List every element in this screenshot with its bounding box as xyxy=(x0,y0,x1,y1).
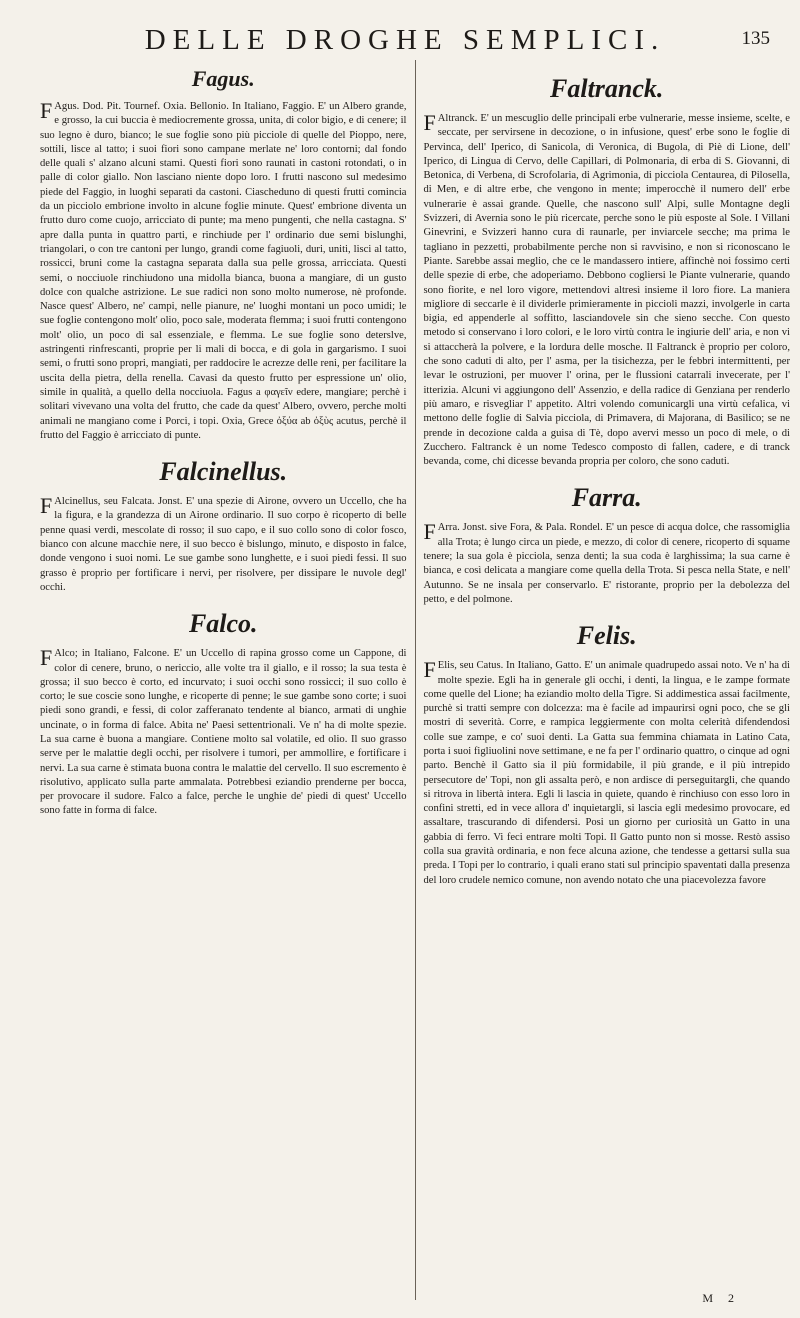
right-column xyxy=(423,60,790,1300)
entry-body-faltranck: FAltranck. E' un mescuglio delle principali erbe vulnerarie, messe insieme, scelte, e seccate, per servirsene in decozione, o in infusione, quest' erbe sono le foglie di Pervinca, dell' Iperico, di Sanicola, di Veronica, di Bugola, di Piè di Lione, dell' Iperico, di Lingua di Cervo, delle Capillari, di Polmonaria, di erba di S. Giovanni, di Betonica, di Verbena, di Scrofolaria, di Agrimonia, di picciola Centaurea, di Pilosella, di Men, e di altre erbe, che vengono in mente; imperocchè il numero dell' erbe vulnerarie è assai grande. Quelle, che nascono sull' Alpi, sulle Montagne degli Svizzeri, di Avernia sono le più ricercate, perche sono le più esposte al Sole. I Villani Ginevrini, e Svizzeri hanno cura di raunarle, per inviarcele secche; ma prima le tagliano in pezzetti, probabilmente perche non si ravvisino, e non si riconoscano le Piante. Sarebbe assai meglio, che ce le mandassero intiere, affinchè noi fossimo certi delle spezie di erbe, che adoperiamo. Debbono cogliersi le Piante vulnerarie, quando sono fiorite, e nel loro vigore, mettendovi altresì insieme il loro fiore. La maniera migliore di seccarle è il dividerle primieramente in piccioli mazzi, involgerle in carta bigia, ed appenderle al soffitto, lasciandovele sin che sieno secche. Con questo metodo si conservano i loro colori, e le loro virtù contra le ingiurie dell' aria, e non vi si attaccherà la polvere, e la lordura delle mosche. Il Faltranck è proprio per coloro, che sono caduti di alto, per l' asma, per la tisichezza, per le febbri intermittenti, per levar le ostruzioni, per muover l' orina, per le flussioni catarrali invecerate, per l' itterizia. Alcuni vi aggiungono dell' Assenzio, e della radice di Genziana per renderlo più amaro, e risvegliar l' appetito. Altri volendo comunicargli una virtù cefalica, vi mettono delle foglie di Salvia picciola, di Primavera, di Majorana, di Basilico; se ne prende in decozione calda a guisa di Tè, dopo avervi messo un poco di mele, o di Zucchero. Faltranck è un nome Tedesco composto di fallen, cadere, e di tranck bevanda, come, chi dicesse bevanda propria per coloro, che sono caduti. xyxy=(423,110,790,468)
entry-body-felis: FElis, seu Catus. In Italiano, Gatto. E' un animale quadrupedo assai noto. Ve n' ha di molte spezie. Egli ha in generale gli occhi, i denti, la lingua, e le zampe formate come quelle del Lione; ha eziandio molto della Tigre. Si addimestica assai facilmente, purchè si tratti sempre con dolcezza: ma è facile ad impaurirsi ogni poco, che se gli mostri di severità. Corre, e rampica leggiermente con molta celerità difendendosi colle sue zampe, e co' suoi denti. La Gatta sua femmina chiamata in Latino Cata, porta i suoi figliuolini nove settimane, e ne fa per l' ordinario quattro, o cinque ad ogni parto. Benchè il Gatto sia il più formidabile, il più grande, e il più intrepido persecutore de' Topi, non gli assalta però, e non ardisce di perseguitargli, che quando si ritrova in libertà intera. Egli li lascia in quiete, quando è rinchiuso con esso loro in confini stretti, ed in vece allora d' inquietargli, si lascia egli medesimo provocare, ed assaltare, trascurando di difendersi. Posi un giorno per curiosità un Gatto in una gabbia di ferro. Vi feci entrare molti Topi. Il Gatto punto non si mosse. Restò assiso colla sua gravità ordinaria, e non fece alcuna azione, che tendesse a gettarsi sulla sua preda. I Topi per lo contrario, i quali erano stati sul principio spaventati dalla presenza del loro crudele nemico comune, non avendo notato che una piacevolezza favore xyxy=(423,657,790,886)
entry-title-falcinellus: Falcinellus. xyxy=(159,457,288,487)
entry-title-faltranck: Faltranck. xyxy=(550,74,664,103)
signature-mark: M 2 xyxy=(702,1291,740,1305)
page-number: 135 xyxy=(741,28,770,49)
running-title: DELLE DROGHE SEMPLICI. xyxy=(144,23,666,56)
entry-title-felis: Felis. xyxy=(576,621,637,651)
text-columns xyxy=(40,60,790,1300)
entry-body-farra: FArra. Jonst. sive Fora, & Pala. Rondel. E' un pesce di acqua dolce, che rassomiglia alla Trota; è lungo circa un piede, e mezzo, di color di cenere, ricoperto di squame tenere; la sua gola è picciola, senza denti; la sua coda è larghissima; la sua carne è bianca, e così delicata a mangiare come quella della Trota. Si pesca nella State, e nell' Autunno. Se ne insala per conservarlo. E' ristorante, proprio per la debolezza del petto, e del polmone. xyxy=(423,519,790,605)
entry-body-falcinellus: FAlcinellus, seu Falcata. Jonst. E' una spezie di Airone, ovvero un Uccello, che ha la figura, e la grandezza di un Airone ordinario. Il suo corpo è ricoperto di belle penne quasi verdi, mescolate di rosso; il suo capo, e il suo collo sono di color fosco, bianco con alcune macchie nere, il suo becco è bislungo, minuto, e disposto in falce, donde vengono i suoi nomi. Le sue gambe sono lunghette, e i suoi piedi fessi. Il suo grasso è proprio per fortificare i nervi, per risolvere, per dissipare le nuvole degl' occhi. xyxy=(40,493,407,593)
running-head xyxy=(30,22,780,58)
entry-title-falco: Falco. xyxy=(188,609,258,639)
entry-title-farra: Farra. xyxy=(571,483,642,513)
entry-body-fagus: FAgus. Dod. Pit. Tournef. Oxia. Bellonio. In Italiano, Faggio. E' un Albero grande, e grosso, la cui buccia è mediocremente grossa, unita, di color bigio, e di cenere; il suo legno è duro, bianco; le sue foglie sono più picciole di quelle del Pioppo, nere, sottili, lisce al tatto; i suoi fiori sono campane merlate ne' loro contorni; dal fondo delle quali s' alzano alcuni stami. Questi fiori sono raunati in castoni rotondati, o in palle di color giallo. Non lasciano niente dopo loro. I frutti nascono sul medesimo piede del Faggio, in luoghi separati da castoni. Ciascheduno di questi frutti comincia da un picciolo embrione involto in alcune foglie minute. Quest' embrione diventa un frutto duro come cuojo, arricciato di punte; ma meno pungenti, che nella castagna. S' apre dalla punta in quattro parti, e rinchiude per l' ordinario due semi bislunghi, triangolari, o con tre cantoni per lungo, grandi come fagiuoli, duri, uniti, lisci al tatto, rossicci, bruni come la castagna separata dalla sua pelle grossa, arricciata. Questi semi, o nocciuole rinchiudono una midolla bianca, buona a mangiare, di un gusto dolce con qualche astrizione. Le sue radici non sono molto numerose, nè profonde. Nasce quest' Albero, ne' campi, nelle pianure, ne' luoghi montani un poco umidi; le sue foglie contengono molt' olio, poco sale, moderata flemma; i suoi frutti contengono molt' olio, un poco di sal essenziale, e flemma. Le sue foglie sono deterslve, astringenti rinfrescanti, proprie per li mali di bocca, e di gola in gargarismo. I suoi semi, o frutti sono propri, mangiati, per raddocire le acrezze delle reni, per facilitare la uscita della pietra, della renella. Cavasi da questo frutto per espressione un' olio, simile in qualità, a quello della nocciuola. Fagus a φαγεῖν edere, mangiare; perchè i solitari vivevano una volta del frutto, che cade da quest' Albero, ovvero, perche molti animali ne mangiano come i Porci, i topi. Oxia, Grece ὀξύα ab ὀξὺς acutus, perchè il frutto del Faggio è arricciato di punte. xyxy=(40,98,407,441)
left-column xyxy=(40,60,407,1300)
entry-title-fagus: Fagus. xyxy=(191,66,255,91)
entry-body-falco: FAlco; in Italiano, Falcone. E' un Uccello di rapina grosso come un Cappone, di color di cenere, bruno, o nericcio, alle volte tra il giallo, e il rosso; la sua testa è grossa; il suo becco è corto, ed incurvato; i suoi occhi sono rossicci; il suo collo è corto; le sue coscie sono lunghe, e ricoperte di penne; le sue gambe sono corte; i suoi piedi sono grandi, e fessi, di color zafferanato tendente al bianco, armati di unghie uncinate, o in forma di falce. Abita ne' Paesi settentrionali. Ve n' ha di molte spezie. La sua carne è buona a mangiare. Contiene molto sal volatile, ed olio. Il suo grasso serve per le malattie degli occhi, per risolvere i tumori, per ammollire, e fortificare i nervi. La sua carne è stimata buona contra le malattie del cervello. Il suo escremento è risolutivo, applicato sulla parte ammalata. Potrebbesi eziandio prenderne per bocca, per provocare il sudore. Falco a falce, perche le unghie de' piedi di quest' Uccello sono fatte in forma di falce. xyxy=(40,645,407,817)
column-divider xyxy=(415,60,416,1300)
